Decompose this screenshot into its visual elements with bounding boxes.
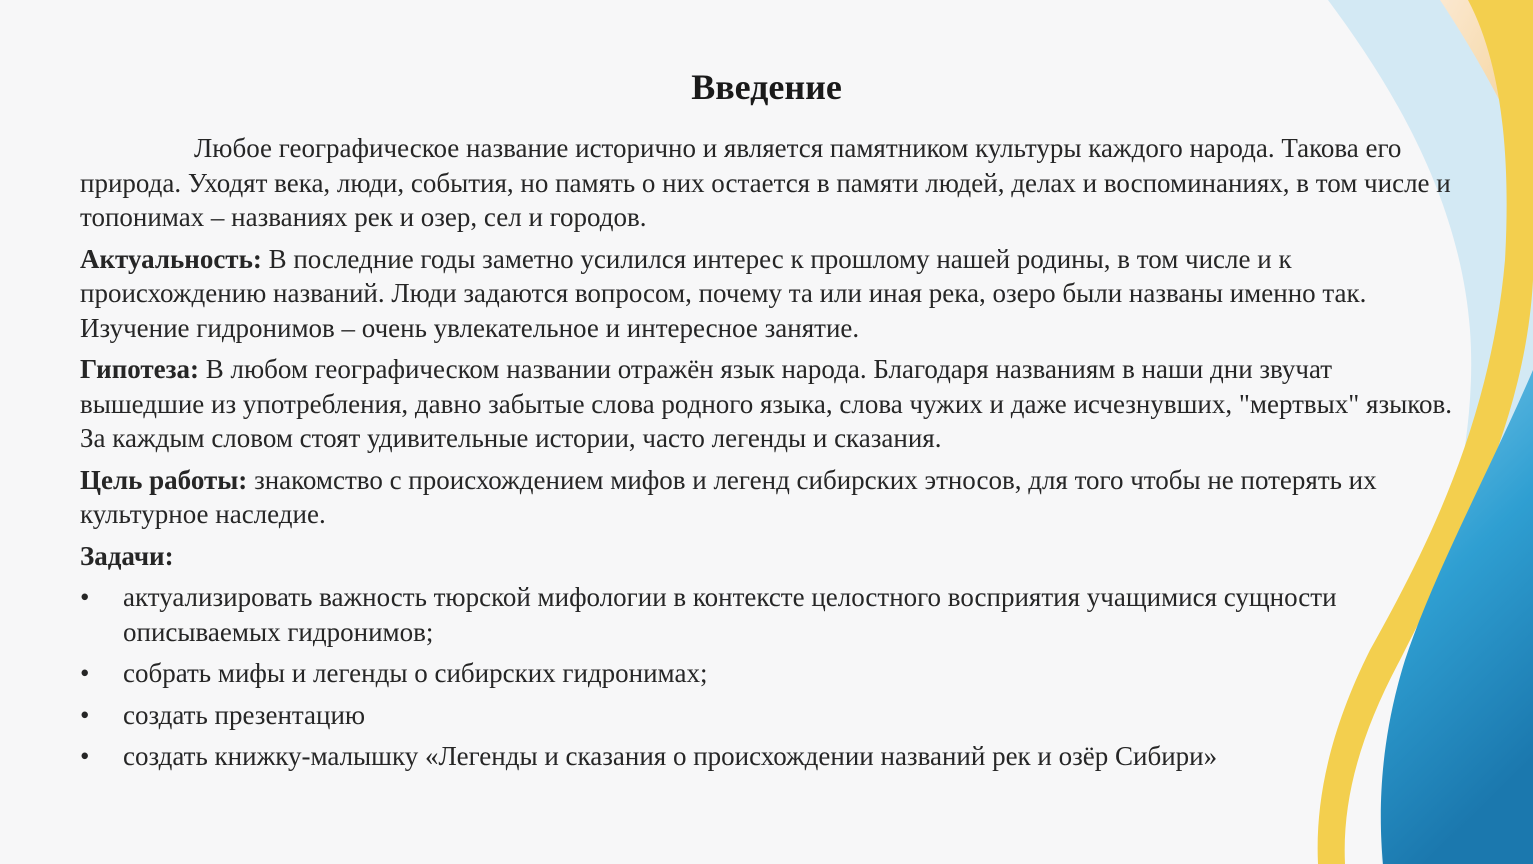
hypothesis-paragraph — [80, 352, 1455, 456]
task-text: создать книжку-малышку «Легенды и сказания о происхождении названий рек и озёр Сибири» — [123, 741, 1218, 771]
slide-content — [80, 131, 1455, 781]
task-item — [80, 739, 1415, 774]
hypothesis-text: В любом географическом названии отражён язык народа. Благодаря названиям в наши дни звучат вышедшие из употребления, давно забытые слова родного языка, слова чужих и даже исчезнувших, "мертвых" языков. За каждым словом стоят удивительные истории, часто легенды и сказания. — [80, 354, 1453, 453]
bullet-icon: • — [80, 741, 90, 771]
task-item — [80, 656, 1415, 691]
bullet-icon: • — [80, 699, 90, 730]
intro-paragraph: Любое географическое название исторично и является памятником культуры каждого народа. Такова его природа. Уходят века, люди, события, но память о них остается в памяти людей, делах и воспоминаниях, в том числе и топонимах – названиях рек и озер, сел и городов. — [80, 133, 1451, 232]
hypothesis-label: Гипотеза: — [80, 354, 199, 384]
bullet-icon: • — [80, 582, 90, 612]
task-item — [80, 580, 1415, 649]
relevance-label: Актуальность: — [80, 243, 262, 274]
task-text: создать презентацию — [123, 699, 366, 730]
relevance-text: В последние годы заметно усилился интерес к прошлому нашей родины, в том числе и к происхождению названий. Люди задаются вопросом, почему та или иная река, озеро были названы именно так. Изучение гидронимов – очень увлекательное и интересное занятие. — [80, 243, 1367, 343]
relevance-paragraph — [80, 242, 1455, 346]
goal-label: Цель работы: — [80, 464, 248, 495]
goal-paragraph — [80, 463, 1455, 532]
slide-title: Введение — [691, 67, 842, 107]
bullet-icon: • — [80, 658, 90, 688]
goal-text: знакомство с происхождением мифов и легенд сибирских этносов, для того чтобы не потерять их культурное наследие. — [80, 464, 1377, 529]
task-text: собрать мифы и легенды о сибирских гидронимах; — [123, 658, 708, 688]
task-item — [80, 698, 1415, 733]
task-text: актуализировать важность тюрской мифологии в контексте целостного восприятия учащимися сущности описываемых гидронимов; — [123, 582, 1337, 647]
tasks-heading: Задачи: — [80, 540, 174, 571]
tasks-list — [80, 580, 1455, 774]
